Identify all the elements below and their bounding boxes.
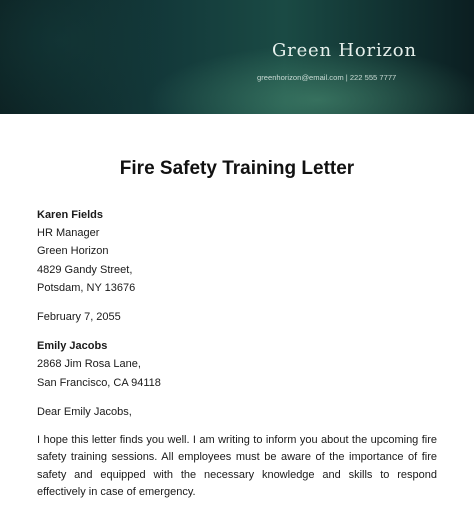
sender-street: 4829 Gandy Street, [37,263,133,276]
company-name: Green Horizon [272,40,417,61]
recipient-block [37,337,437,392]
sender-city: Potsdam, NY 13676 [37,281,136,294]
salutation: Dear Emily Jacobs, [37,405,132,418]
recipient-street: 2868 Jim Rosa Lane, [37,358,141,371]
sender-block [37,206,437,297]
company-contact: greenhorizon@email.com | 222 555 7777 [257,73,397,82]
letter-date: February 7, 2055 [37,311,121,324]
letter-title: Fire Safety Training Letter [119,158,355,179]
salutation-block [37,403,437,421]
sender-name: Karen Fields [37,209,104,221]
letterhead-banner [0,0,474,114]
letter-body [37,206,437,513]
sender-title: HR Manager [37,227,100,240]
body-paragraph: I hope this letter finds you well. I am writing to inform you about the upcoming fire safety training sessions. All employees must be aware of the importance of fire safety and equipped with the necessary knowledge and skills to respond effectively in case of emergency. [37,434,437,499]
recipient-name: Emily Jacobs [37,340,108,353]
recipient-city: San Francisco, CA 94118 [37,376,161,389]
date-block [37,308,437,326]
paragraph-block [37,432,437,502]
sender-company: Green Horizon [37,245,109,258]
